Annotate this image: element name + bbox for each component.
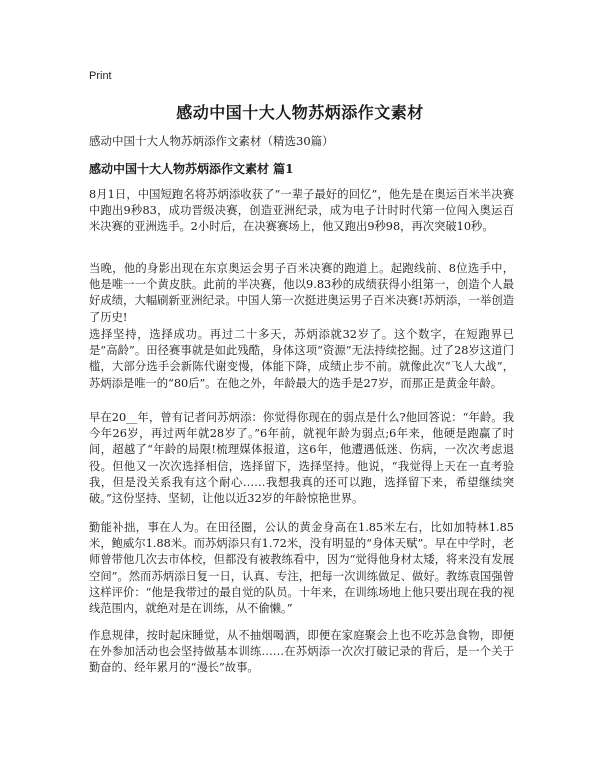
section-heading: 感动中国十大人物苏炳添作文素材 篇1 — [89, 162, 294, 176]
paragraph: 当晚，他的身影出现在东京奥运会男子百米决赛的跑道上。起跑线前、8位选手中，他是唯一一个黄皮肤。此前的半决赛，他以9.83秒的成绩获得小组第一，创造个人最好成绩，大幅刷新亚洲纪录。中国人第一次挺进奥运男子百米决赛!苏炳添，一举创造了历史! — [89, 262, 514, 324]
paragraph: 选择坚持，选择成功。再过二十多天，苏炳添就32岁了。这个数字，在短跑界已是“高龄”。田径赛事就是如此残酷，身体这项“资源”无法持续挖掘。过了28岁这道门槛，大部分选手会新陈代谢变慢，体能下降，成绩止步不前。就像此次“飞人大战”，苏炳添是唯一的“80后”。在他之外，年龄最大的选手是27岁，而那正是黄金年龄。 — [89, 328, 514, 390]
paragraph: 勤能补拙，事在人为。在田径圈，公认的黄金身高在1.85米左右，比如加特林1.85米，鲍威尔1.88米。而苏炳添只有1.72米，没有明显的“身体天赋”。早在中学时，老师曾带他几次去市体校，但都没有被教练看中，因为“觉得他身材太矮，将来没有发展空间”。然而苏炳添日复一日，认真、专注，把每一次训练做足、做好。教练袁国强曾这样评价：“他是我带过的最自觉的队员。十年来，在训练场地上他只要出现在我的视线范围内，就绝对是在训练，从不偷懒。” — [89, 521, 514, 616]
document-title: 感动中国十大人物苏炳添作文素材 — [176, 103, 424, 122]
document-subtitle: 感动中国十大人物苏炳添作文素材（精选30篇） — [89, 134, 334, 148]
paragraph: 8月1日，中国短跑名将苏炳添收获了“一辈子最好的回忆”，他先是在奥运百米半决赛中跑出9秒83，成功晋级决赛，创造亚洲纪录，成为电子计时时代第一位闯入奥运百米决赛的亚洲选手。2小时后，在决赛赛场上，他又跑出9秒98，再次突破10秒。 — [89, 188, 514, 234]
print-label: Print — [89, 70, 112, 82]
paragraph: 作息规律，按时起床睡觉，从不抽烟喝酒，即便在家庭聚会上也不吃苏急食物，即便在外参加活动也会坚持做基本训练……在苏炳添一次次打破记录的背后，是一个关于勤奋的、经年累月的“漫长”故事。 — [89, 629, 514, 675]
paragraph: 早在20__年，曾有记者问苏炳添：你觉得你现在的弱点是什么?他回答说：“年龄。我今年26岁，再过两年就28岁了。”6年前，就视年龄为弱点;6年来，他硬是跑赢了时间，超越了“年龄的局限!梳理媒体报道，这6年，他遭遇低迷、伤病，一次次考虑退役。但他又一次次选择相信，选择留下，选择坚持。他说，“我觉得上天在一直考验我，但是没关系我有这个耐心……我想我真的还可以跑，选择留下来，希望继续突破。”这份坚持、坚韧，让他以近32岁的年龄惊艳世界。 — [89, 411, 514, 506]
